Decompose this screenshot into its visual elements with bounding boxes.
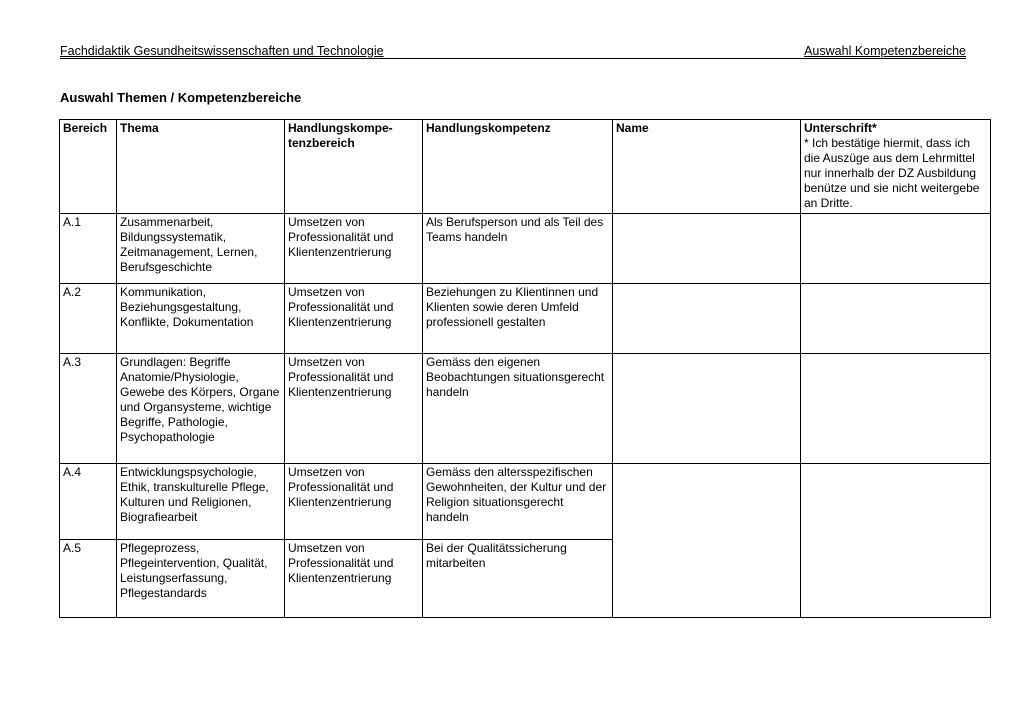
- competence-table: [59, 119, 991, 618]
- header-rule: [60, 58, 966, 59]
- cell-thema: Zusammenarbeit, Bildungssystematik, Zeitmanagement, Lernen, Berufsgeschichte: [117, 214, 285, 284]
- cell-name[interactable]: [613, 284, 801, 354]
- cell-name[interactable]: [613, 214, 801, 284]
- cell-thema: Pflegeprozess, Pflegeintervention, Qualität, Leistungserfassung, Pflegestandards: [117, 540, 285, 618]
- cell-thema: Grundlagen: Begriffe Anatomie/Physiologie, Gewebe des Körpers, Organe und Organsysteme, wichtige Begriffe, Pathologie, Psychopathologie: [117, 354, 285, 464]
- table-row: [60, 354, 991, 464]
- table-row: [60, 214, 991, 284]
- cell-kompetenz: Gemäss den eigenen Beobachtungen situationsgerecht handeln: [423, 354, 613, 464]
- cell-bereich: A.1: [60, 214, 117, 284]
- header-thema: Thema: [117, 120, 285, 214]
- cell-kompetenz: Als Berufsperson und als Teil des Teams handeln: [423, 214, 613, 284]
- header-bereich: Bereich: [60, 120, 117, 214]
- header-name: Name: [613, 120, 801, 214]
- signature-note: * Ich bestätige hiermit, dass ich die Auszüge aus dem Lehrmittel nur innerhalb der DZ Ausbildung benütze und sie nicht weitergebe an Dritte.: [804, 136, 980, 210]
- header-unterschrift: [801, 120, 991, 214]
- cell-kompetenz: Gemäss den altersspezifischen Gewohnheiten, der Kultur und der Religion situationsgerecht handeln: [423, 464, 613, 540]
- cell-kompetenz: Beziehungen zu Klientinnen und Klienten sowie deren Umfeld professionell gestalten: [423, 284, 613, 354]
- header-kompetenzbereich: Handlungskompe-tenzbereich: [285, 120, 423, 214]
- cell-unterschrift-merged[interactable]: [801, 464, 991, 618]
- header-unterschrift-label: Unterschrift*: [804, 121, 877, 135]
- table-row: [60, 284, 991, 354]
- cell-thema: Entwicklungspsychologie, Ethik, transkulturelle Pflege, Kulturen und Religionen, Biografiearbeit: [117, 464, 285, 540]
- table-row: [60, 464, 991, 540]
- header-kompetenz: Handlungskompetenz: [423, 120, 613, 214]
- cell-kompetenz: Bei der Qualitätssicherung mitarbeiten: [423, 540, 613, 618]
- header-right: Auswahl Kompetenzbereiche: [804, 44, 966, 58]
- table-header-row: [60, 120, 991, 214]
- cell-kompetenzbereich: Umsetzen von Professionalität und Klientenzentrierung: [285, 540, 423, 618]
- cell-kompetenzbereich: Umsetzen von Professionalität und Klientenzentrierung: [285, 284, 423, 354]
- cell-kompetenzbereich: Umsetzen von Professionalität und Klientenzentrierung: [285, 214, 423, 284]
- cell-kompetenzbereich: Umsetzen von Professionalität und Klientenzentrierung: [285, 354, 423, 464]
- cell-unterschrift[interactable]: [801, 354, 991, 464]
- cell-kompetenzbereich: Umsetzen von Professionalität und Klientenzentrierung: [285, 464, 423, 540]
- cell-bereich: A.4: [60, 464, 117, 540]
- cell-bereich: A.2: [60, 284, 117, 354]
- cell-thema: Kommunikation, Beziehungsgestaltung, Konflikte, Dokumentation: [117, 284, 285, 354]
- cell-unterschrift[interactable]: [801, 284, 991, 354]
- page-title: Auswahl Themen / Kompetenzbereiche: [60, 90, 302, 105]
- cell-name[interactable]: [613, 354, 801, 464]
- cell-bereich: A.3: [60, 354, 117, 464]
- cell-unterschrift[interactable]: [801, 214, 991, 284]
- cell-bereich: A.5: [60, 540, 117, 618]
- cell-name-merged[interactable]: [613, 464, 801, 618]
- header-left: Fachdidaktik Gesundheitswissenschaften und Technologie: [60, 44, 384, 58]
